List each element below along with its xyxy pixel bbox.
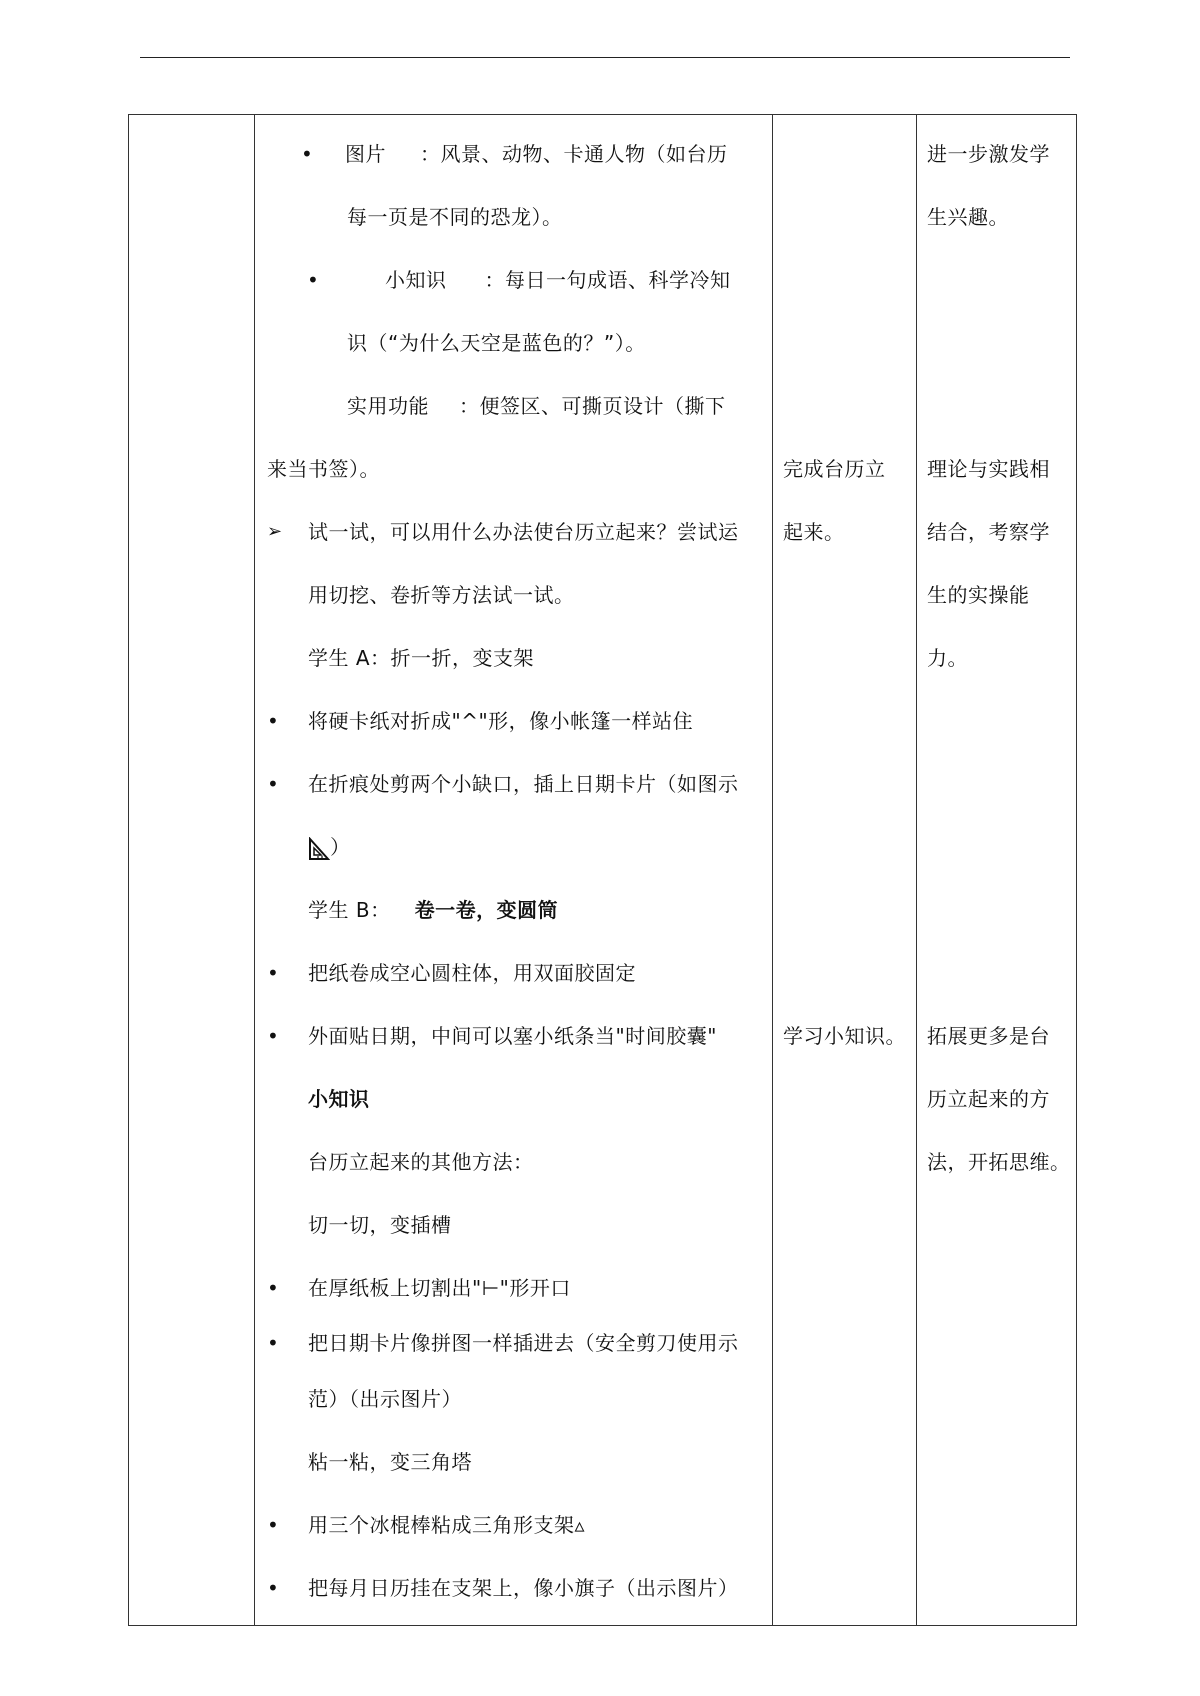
bullet: • <box>267 772 279 796</box>
activity-line: 图片 ：风景、动物、卡通人物（如台历 <box>345 142 728 166</box>
design-intent-line: 拓展更多是台 <box>927 1024 1050 1048</box>
activity-line: 小知识 ：每日一句成语、科学冷知 <box>385 268 731 292</box>
activity-line: 范）（出示图片） <box>308 1387 462 1411</box>
activity-line: 把日期卡片像拼图一样插进去（安全剪刀使用示 <box>308 1331 739 1355</box>
activity-line: ） <box>308 833 351 861</box>
activity-line: 实用功能 ：便签区、可撕页设计（撕下 <box>347 394 726 418</box>
table-cell-stage <box>129 115 255 1626</box>
design-intent-line: 生兴趣。 <box>927 205 1009 229</box>
table-row <box>129 115 1077 1626</box>
design-intent-line: 结合，考察学 <box>927 520 1050 544</box>
activity-line: 识（“为什么天空是蓝色的？”）。 <box>347 331 646 355</box>
activity-line: 切一切，变插槽 <box>308 1213 452 1237</box>
activity-line: 粘一粘，变三角塔 <box>308 1450 472 1474</box>
activity-line: 用切挖、卷折等方法试一试。 <box>308 583 575 607</box>
student-activity-line: 完成台历立 <box>783 457 886 481</box>
design-intent-line: 历立起来的方 <box>927 1087 1050 1111</box>
bullet: • <box>267 709 279 733</box>
activity-line: 把纸卷成空心圆柱体，用双面胶固定 <box>308 961 636 985</box>
design-intent-line: 生的实操能 <box>927 583 1030 607</box>
section-heading: 小知识 <box>308 1087 370 1111</box>
bullet: • <box>267 1276 279 1300</box>
activity-line: 在折痕处剪两个小缺口，插上日期卡片（如图示 <box>308 772 739 796</box>
bullet: • <box>267 1024 279 1048</box>
activity-line: 外面贴日期，中间可以塞小纸条当"时间胶囊" <box>308 1024 717 1048</box>
activity-line: 把每月日历挂在支架上，像小旗子（出示图片） <box>308 1576 739 1600</box>
bullet: • <box>307 268 319 292</box>
design-intent-line: 法，开拓思维。 <box>927 1150 1071 1174</box>
design-intent-line: 进一步激发学 <box>927 142 1050 166</box>
activity-line: 将硬卡纸对折成"^"形，像小帐篷一样站住 <box>308 709 694 733</box>
activity-line: 用三个冰棍棒粘成三角形支架▵ <box>308 1513 586 1537</box>
table-cell-student-activity <box>773 115 917 1626</box>
activity-line: 学生 A：折一折，变支架 <box>308 646 535 670</box>
bullet: • <box>267 1513 279 1537</box>
bullet: • <box>267 961 279 985</box>
lesson-table <box>128 114 1077 1626</box>
activity-line: 在厚纸板上切割出"⊢"形开口 <box>308 1276 571 1300</box>
arrow-bullet-icon: ➢ <box>267 521 283 542</box>
activity-line: 来当书签）。 <box>267 457 380 481</box>
activity-line: 台历立起来的其他方法： <box>308 1150 534 1174</box>
student-activity-line: 起来。 <box>783 520 845 544</box>
bullet: • <box>267 1331 279 1355</box>
activity-line: 学生 B： 卷一卷，变圆筒 <box>308 898 559 922</box>
activity-line: 每一页是不同的恐龙）。 <box>347 205 563 229</box>
table-cell-activities <box>255 115 773 1626</box>
set-square-icon <box>308 837 330 861</box>
student-activity-line: 学习小知识。 <box>783 1024 906 1048</box>
bullet: • <box>267 1576 279 1600</box>
design-intent-line: 力。 <box>927 646 968 670</box>
table-cell-design-intent <box>917 115 1077 1626</box>
design-intent-line: 理论与实践相 <box>927 457 1050 481</box>
bullet: • <box>301 142 313 166</box>
activity-line: 试一试，可以用什么办法使台历立起来？尝试运 <box>308 520 739 544</box>
header-rule <box>140 57 1070 58</box>
